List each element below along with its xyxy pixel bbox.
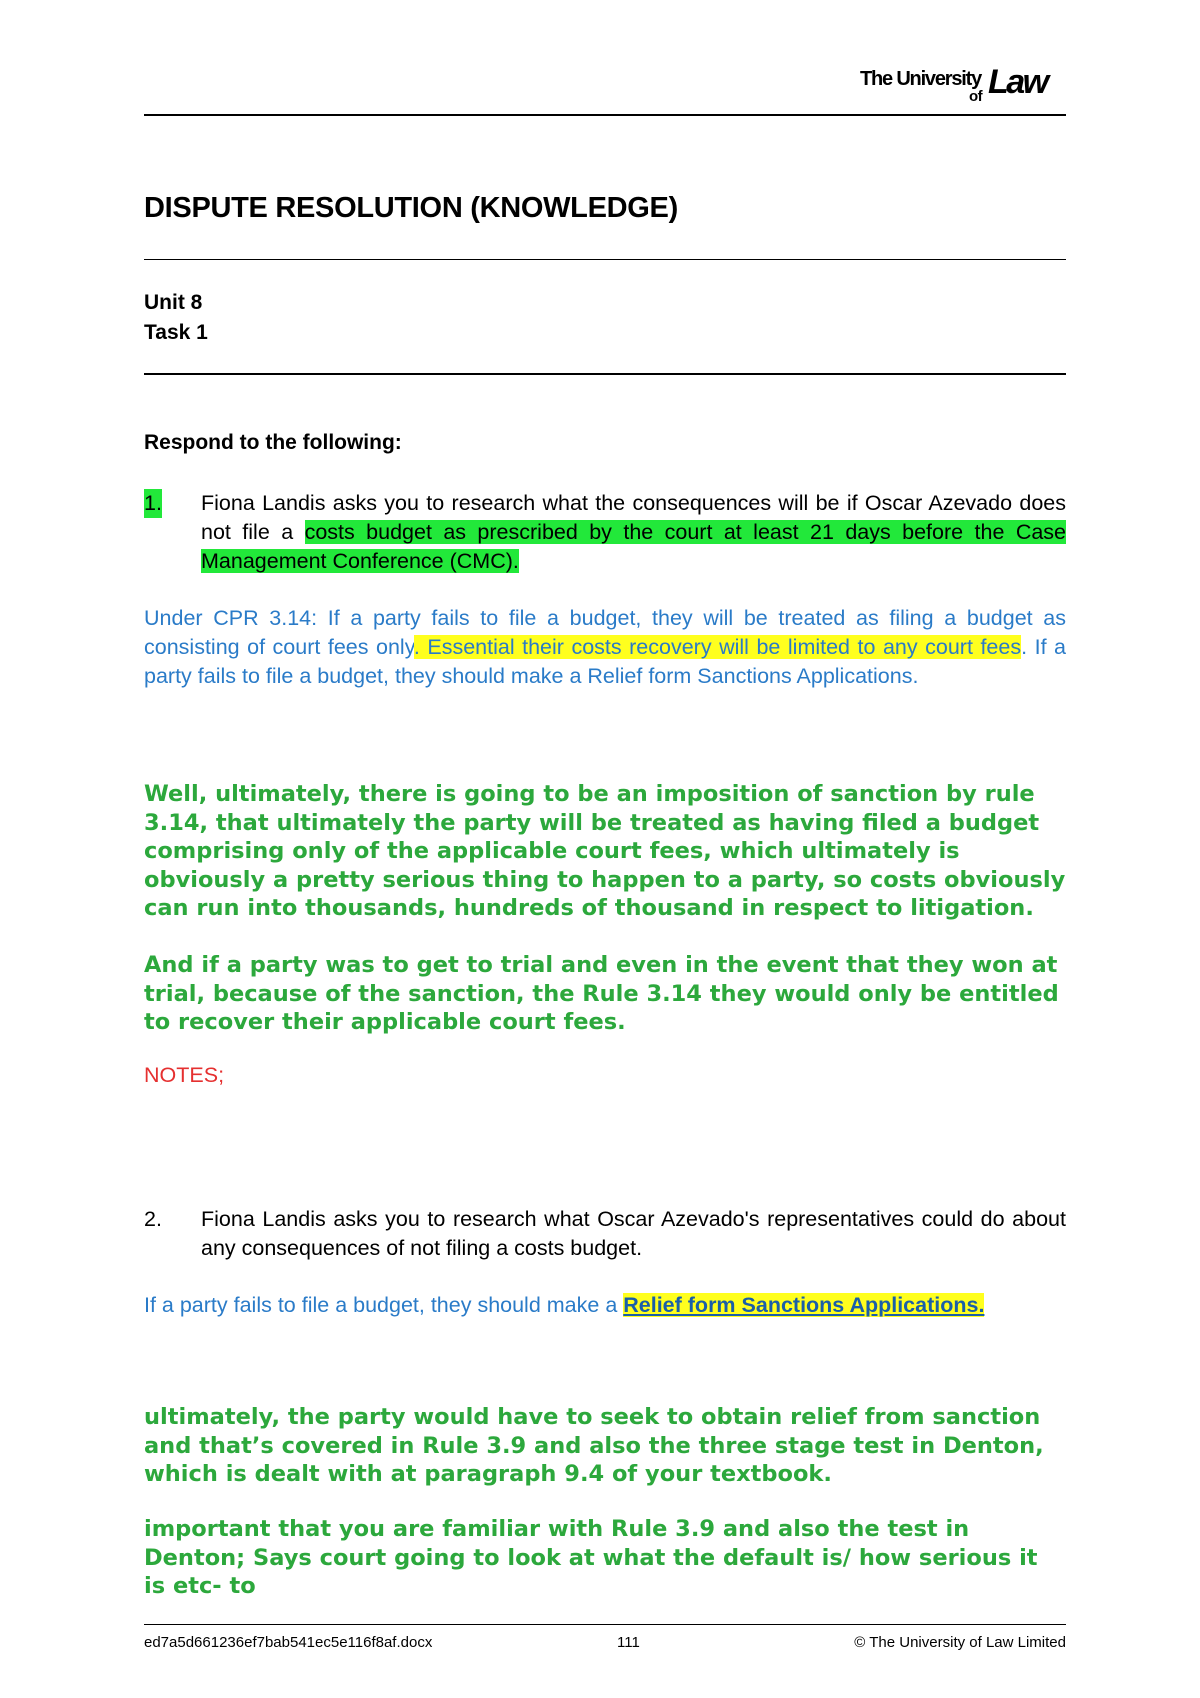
relief-sanctions-link[interactable]: Relief form Sanctions Applications. [623, 1293, 985, 1317]
title-rule [144, 259, 1066, 260]
logo-of: of [969, 88, 982, 105]
task-label: Task 1 [144, 321, 208, 344]
question-2 [144, 1205, 1066, 1263]
answer-2-blue: If a party fails to file a budget, they should make a Relief form Sanctions Applications. [144, 1293, 985, 1317]
question-1-text: Fiona Landis asks you to research what the consequences will be if Oscar Azevado does not file a costs budget as prescribed by the court at least 21 days before the Case Management Conference (CMC). [201, 491, 1067, 573]
question-1-highlight: costs budget as prescribed by the court at least 21 days before the Case Management Conference (CMC). [201, 520, 1067, 573]
logo-law: Law [988, 63, 1047, 101]
unit-block [144, 288, 208, 348]
footer-copyright: © The University of Law Limited [854, 1634, 1066, 1651]
question-1 [144, 489, 1066, 576]
answer-2-green-para-2: important that you are familiar with Rule 3.9 and also the test in Denton; Says court going to look at what the default is/ how serious it is etc- to [144, 1516, 1038, 1599]
footer-page-number: 111 [617, 1634, 640, 1651]
answer-1-green-para-2: And if a party was to get to trial and even in the event that they won at trial, because of the sanction, the Rule 3.14 they would only be entitled to recover their applicable court fees. [144, 952, 1059, 1035]
question-2-text: Fiona Landis asks you to research what Oscar Azevado's representatives could do about any consequences of not filing a costs budget. [201, 1207, 1066, 1260]
notes-heading: NOTES; [144, 1063, 225, 1087]
answer-1-green-para-1: Well, ultimately, there is going to be an imposition of sanction by rule 3.14, that ultimately the party will be treated as having filed a budget comprising only of the applicable court fees, which ultimately is obviously a pretty serious thing to happen to a party, so costs obviously can run into thousands, hundreds of thousand in respect to litigation. [144, 781, 1066, 921]
answer-1-highlight: . Essential their costs recovery will be limited to any court fees [413, 635, 1022, 659]
answer-1-cpr: Under CPR 3.14: If a party fails to file a budget, they will be treated as filing a budget as consisting of court fees only. Essential their costs recovery will be limited to any court fees. If a party fails to file a budget, they should make a Relief form Sanctions Applications. [144, 606, 1067, 688]
question-1-number: 1. [144, 489, 162, 518]
logo-line1: The University [860, 68, 982, 90]
question-2-number: 2. [144, 1207, 162, 1231]
unit-rule [144, 373, 1066, 375]
document-title: DISPUTE RESOLUTION (KNOWLEDGE) [144, 192, 678, 224]
footer-rule [144, 1624, 1066, 1625]
answer-2-green-para-1: ultimately, the party would have to seek to obtain relief from sanction and that’s covered in Rule 3.9 and also the three stage test in Denton, which is dealt with at paragraph 9.4 of your textbook. [144, 1404, 1044, 1487]
footer-filename: ed7a5d661236ef7bab541ec5e116f8af.docx [144, 1634, 433, 1651]
header-rule [144, 114, 1066, 116]
unit-label: Unit 8 [144, 291, 203, 314]
instruction-text: Respond to the following: [144, 431, 402, 454]
university-logo [860, 64, 1066, 106]
